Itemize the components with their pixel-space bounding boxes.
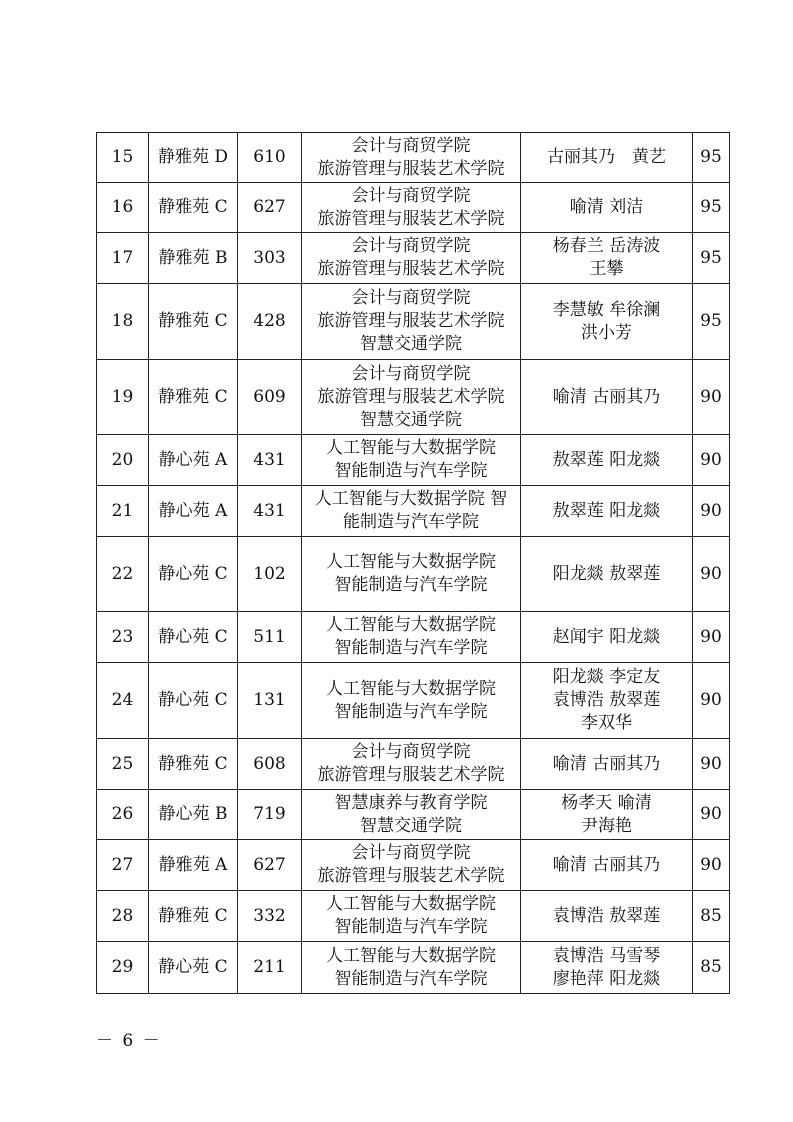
cell-room: 610 xyxy=(238,133,302,183)
cell-score: 90 xyxy=(693,612,730,663)
cell-building: 静心苑 A xyxy=(149,435,238,486)
cell-college: 会计与商贸学院 旅游管理与服装艺术学院 xyxy=(302,133,521,183)
cell-building: 静雅苑 B xyxy=(149,233,238,284)
table-body xyxy=(97,133,730,994)
cell-building: 静心苑 C xyxy=(149,663,238,739)
cell-building: 静心苑 A xyxy=(149,486,238,537)
cell-staff: 敖翠莲 阳龙燚 xyxy=(521,486,693,537)
cell-building: 静雅苑 C xyxy=(149,739,238,790)
table-row xyxy=(97,790,730,840)
cell-room: 627 xyxy=(238,183,302,233)
cell-score: 90 xyxy=(693,360,730,435)
cell-score: 95 xyxy=(693,183,730,233)
cell-room: 431 xyxy=(238,435,302,486)
cell-room: 627 xyxy=(238,840,302,891)
cell-staff: 李慧敏 牟徐澜 洪小芳 xyxy=(521,284,693,360)
table-row xyxy=(97,284,730,360)
cell-staff: 杨孝天 喻清 尹海艳 xyxy=(521,790,693,840)
cell-score: 90 xyxy=(693,537,730,612)
cell-college: 会计与商贸学院 旅游管理与服装艺术学院 xyxy=(302,739,521,790)
cell-building: 静雅苑 C xyxy=(149,891,238,942)
cell-number: 28 xyxy=(97,891,149,942)
cell-room: 303 xyxy=(238,233,302,284)
cell-number: 25 xyxy=(97,739,149,790)
table-row xyxy=(97,663,730,739)
cell-building: 静心苑 B xyxy=(149,790,238,840)
cell-score: 90 xyxy=(693,663,730,739)
table-row xyxy=(97,360,730,435)
cell-staff: 杨春兰 岳涛波 王攀 xyxy=(521,233,693,284)
cell-number: 27 xyxy=(97,840,149,891)
cell-staff: 喻清 古丽其乃 xyxy=(521,360,693,435)
table-row xyxy=(97,942,730,994)
cell-college: 人工智能与大数据学院 智能制造与汽车学院 xyxy=(302,891,521,942)
dormitory-score-table xyxy=(96,132,730,994)
cell-number: 18 xyxy=(97,284,149,360)
cell-score: 90 xyxy=(693,435,730,486)
cell-staff: 喻清 古丽其乃 xyxy=(521,840,693,891)
cell-number: 29 xyxy=(97,942,149,994)
cell-college: 人工智能与大数据学院 智能制造与汽车学院 xyxy=(302,663,521,739)
cell-room: 608 xyxy=(238,739,302,790)
cell-room: 428 xyxy=(238,284,302,360)
cell-score: 95 xyxy=(693,133,730,183)
cell-room: 431 xyxy=(238,486,302,537)
cell-staff: 喻清 刘洁 xyxy=(521,183,693,233)
table-row xyxy=(97,133,730,183)
cell-room: 102 xyxy=(238,537,302,612)
cell-college: 会计与商贸学院 旅游管理与服装艺术学院 xyxy=(302,183,521,233)
cell-number: 19 xyxy=(97,360,149,435)
table-row xyxy=(97,486,730,537)
cell-college: 人工智能与大数据学院 智能制造与汽车学院 xyxy=(302,435,521,486)
cell-number: 15 xyxy=(97,133,149,183)
cell-score: 85 xyxy=(693,942,730,994)
cell-score: 90 xyxy=(693,739,730,790)
cell-college: 会计与商贸学院 旅游管理与服装艺术学院 xyxy=(302,840,521,891)
cell-building: 静心苑 C xyxy=(149,942,238,994)
cell-score: 95 xyxy=(693,284,730,360)
table-row xyxy=(97,612,730,663)
cell-building: 静雅苑 D xyxy=(149,133,238,183)
table-row xyxy=(97,739,730,790)
cell-room: 511 xyxy=(238,612,302,663)
cell-room: 332 xyxy=(238,891,302,942)
cell-score: 90 xyxy=(693,790,730,840)
cell-building: 静雅苑 C xyxy=(149,183,238,233)
cell-building: 静雅苑 A xyxy=(149,840,238,891)
cell-room: 719 xyxy=(238,790,302,840)
cell-number: 26 xyxy=(97,790,149,840)
cell-score: 90 xyxy=(693,840,730,891)
cell-college: 人工智能与大数据学院 智能制造与汽车学院 xyxy=(302,942,521,994)
cell-room: 609 xyxy=(238,360,302,435)
cell-college: 人工智能与大数据学院 智能制造与汽车学院 xyxy=(302,537,521,612)
cell-staff: 赵闻宇 阳龙燚 xyxy=(521,612,693,663)
table-row xyxy=(97,537,730,612)
cell-number: 23 xyxy=(97,612,149,663)
cell-college: 会计与商贸学院 旅游管理与服装艺术学院 智慧交通学院 xyxy=(302,360,521,435)
table-row xyxy=(97,840,730,891)
cell-college: 会计与商贸学院 旅游管理与服装艺术学院 xyxy=(302,233,521,284)
cell-building: 静心苑 C xyxy=(149,537,238,612)
cell-college: 人工智能与大数据学院 智 能制造与汽车学院 xyxy=(302,486,521,537)
cell-number: 24 xyxy=(97,663,149,739)
cell-room: 211 xyxy=(238,942,302,994)
cell-building: 静心苑 C xyxy=(149,612,238,663)
cell-college: 智慧康养与教育学院 智慧交通学院 xyxy=(302,790,521,840)
cell-staff: 袁博浩 敖翠莲 xyxy=(521,891,693,942)
cell-college: 人工智能与大数据学院 智能制造与汽车学院 xyxy=(302,612,521,663)
cell-college: 会计与商贸学院 旅游管理与服装艺术学院 智慧交通学院 xyxy=(302,284,521,360)
cell-number: 17 xyxy=(97,233,149,284)
cell-number: 22 xyxy=(97,537,149,612)
table-row xyxy=(97,233,730,284)
cell-building: 静雅苑 C xyxy=(149,284,238,360)
cell-number: 16 xyxy=(97,183,149,233)
cell-staff: 古丽其乃 黄艺 xyxy=(521,133,693,183)
cell-staff: 阳龙燚 李定友 袁博浩 敖翠莲 李双华 xyxy=(521,663,693,739)
cell-building: 静雅苑 C xyxy=(149,360,238,435)
cell-score: 90 xyxy=(693,486,730,537)
cell-staff: 袁博浩 马雪琴 廖艳萍 阳龙燚 xyxy=(521,942,693,994)
cell-number: 21 xyxy=(97,486,149,537)
page-number: － 6 － xyxy=(96,1031,162,1051)
cell-staff: 阳龙燚 敖翠莲 xyxy=(521,537,693,612)
cell-score: 95 xyxy=(693,233,730,284)
table-row xyxy=(97,891,730,942)
cell-room: 131 xyxy=(238,663,302,739)
cell-score: 85 xyxy=(693,891,730,942)
cell-staff: 敖翠莲 阳龙燚 xyxy=(521,435,693,486)
cell-number: 20 xyxy=(97,435,149,486)
cell-staff: 喻清 古丽其乃 xyxy=(521,739,693,790)
table-row xyxy=(97,183,730,233)
table-row xyxy=(97,435,730,486)
